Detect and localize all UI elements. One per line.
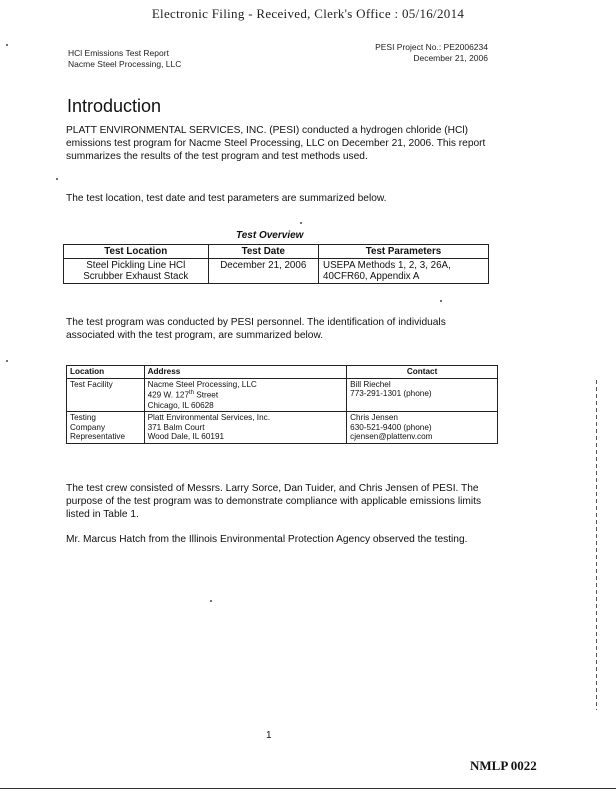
intro-paragraph: PLATT ENVIRONMENTAL SERVICES, INC. (PESI) conducted a hydrogen chloride (HCl) emissions test program for Nacme Steel Processing, LLC on December 21, 2006. This report summarizes the results of the test program and test methods used. <box>66 125 486 162</box>
column-header: Address <box>144 366 347 379</box>
scan-speck <box>210 600 212 602</box>
scan-bottom-edge <box>0 788 616 789</box>
column-header: Location <box>67 366 145 379</box>
cell-line: 40CFR60, Appendix A <box>323 271 420 282</box>
report-header-right <box>375 42 488 64</box>
page-number: 1 <box>266 730 272 741</box>
scan-edge-artifact <box>596 380 597 710</box>
column-header: Test Location <box>64 245 209 259</box>
test-location-cell <box>64 259 209 284</box>
section-title: Introduction <box>67 96 162 116</box>
test-overview-table <box>63 244 489 284</box>
column-header: Test Date <box>208 245 319 259</box>
table-header-row <box>64 245 489 259</box>
cell-line: Bill Riechel <box>350 379 391 389</box>
ordinal-suffix: th <box>189 390 195 397</box>
cell-line: Wood Dale, IL 60191 <box>147 432 225 442</box>
scan-speck <box>440 300 442 302</box>
project-number: PESI Project No.: PE2006234 <box>375 42 488 52</box>
personnel-paragraph: The test program was conducted by PESI personnel. The identification of individuals associated with the test program, are summarized below. <box>66 317 446 341</box>
cell-line: Testing <box>70 413 96 423</box>
scan-speck <box>6 44 8 46</box>
client-name-line: Nacme Steel Processing, LLC <box>68 59 182 69</box>
column-header: Contact <box>347 366 498 379</box>
table-header-row <box>67 366 498 379</box>
test-date-cell: December 21, 2006 <box>208 259 319 284</box>
address-cell <box>144 412 347 444</box>
cell-line <box>148 389 344 400</box>
address-cell <box>144 378 347 412</box>
cell-line: Nacme Steel Processing, LLC <box>147 379 257 389</box>
cell-line: Scrubber Exhaust Stack <box>83 271 189 282</box>
cell-line: 773-291-1301 (phone) <box>350 389 432 399</box>
crew-paragraph: The test crew consisted of Messrs. Larry Sorce, Dan Tuider, and Chris Jensen of PESI. The purpose of the test program was to demonstrate compliance with applicable emissions limits listed in Table 1. <box>66 483 482 520</box>
cell-line: 630-521-9400 (phone) <box>350 422 432 432</box>
bates-number: NMLP 0022 <box>470 758 537 773</box>
observer-paragraph: Mr. Marcus Hatch from the Illinois Environmental Protection Agency observed the testing. <box>66 534 468 545</box>
test-parameters-cell <box>319 259 489 284</box>
filing-stamp: Electronic Filing - Received, Clerk's Office : 05/16/2014 <box>151 6 465 21</box>
summary-paragraph: The test location, test date and test parameters are summarized below. <box>66 193 387 204</box>
location-cell: Test Facility <box>67 378 145 412</box>
table-row <box>64 259 489 284</box>
cell-line: 371 Balm Court <box>147 422 205 432</box>
street-number: 429 W. 127 <box>147 390 189 400</box>
cell-line: Representative <box>70 432 126 442</box>
column-header: Test Parameters <box>319 245 489 259</box>
street-suffix: Street <box>194 390 219 400</box>
cell-line: Chris Jensen <box>350 413 398 423</box>
scan-speck <box>6 360 8 362</box>
cell-line: Company <box>70 422 106 432</box>
scan-speck <box>56 178 58 180</box>
contacts-table <box>66 365 498 444</box>
table-row <box>67 412 498 444</box>
report-date: December 21, 2006 <box>413 53 488 63</box>
cell-line: Chicago, IL 60628 <box>147 400 214 410</box>
table-caption: Test Overview <box>236 230 304 241</box>
scan-speck <box>300 222 302 224</box>
cell-line: Steel Pickling Line HCl <box>86 260 186 271</box>
contact-cell <box>347 378 498 412</box>
report-title-line: HCl Emissions Test Report <box>68 48 169 58</box>
report-header-left <box>68 48 181 70</box>
cell-line: Platt Environmental Services, Inc. <box>147 413 270 423</box>
table-row <box>67 378 498 412</box>
location-cell <box>67 412 145 444</box>
contact-cell <box>347 412 498 444</box>
contact-email: cjensen@plattenv.com <box>350 432 433 442</box>
cell-line: USEPA Methods 1, 2, 3, 26A, <box>323 260 451 271</box>
